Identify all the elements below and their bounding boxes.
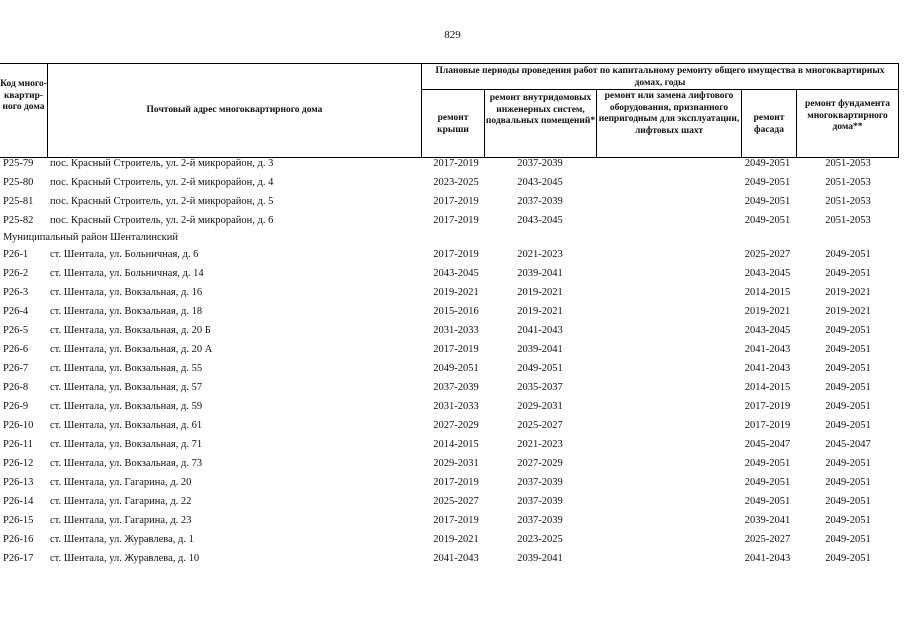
cell-code: Р25-79: [3, 158, 34, 169]
cell-address: ст. Шентала, ул. Гагарина, д. 23: [50, 515, 192, 526]
header-systems: ремонт внутридомовых инженерных систем, подвальных помещений*: [485, 93, 596, 126]
cell-systems: 2019-2021: [517, 306, 563, 317]
table-row: [0, 173, 905, 192]
cell-facade: 2049-2051: [744, 496, 791, 507]
cell-address: ст. Шентала, ул. Больничная, д. 6: [50, 249, 199, 260]
cell-address: ст. Шентала, ул. Вокзальная, д. 55: [50, 363, 203, 374]
cell-facade: 2049-2051: [744, 215, 791, 226]
cell-facade: 2041-2043: [744, 553, 791, 564]
cell-address: ст. Шентала, ул. Вокзальная, д. 20 Б: [50, 325, 211, 336]
cell-code: Р26-16: [3, 534, 34, 545]
cell-facade: 2049-2051: [744, 177, 791, 188]
table-row: [0, 473, 905, 492]
cell-code: Р26-15: [3, 515, 34, 526]
cell-address: ст. Шентала, ул. Журавлева, д. 1: [50, 534, 194, 545]
cell-address: ст. Шентала, ул. Вокзальная, д. 16: [50, 287, 203, 298]
table-row: [0, 245, 905, 264]
table-row: [0, 359, 905, 378]
cell-facade: 2017-2019: [744, 420, 791, 431]
cell-code: Р26-17: [3, 553, 34, 564]
cell-facade: 2019-2021: [744, 306, 791, 317]
cell-roof: 2025-2027: [433, 496, 479, 507]
header-address: Почтовый адрес многоквартирного дома: [146, 105, 323, 115]
cell-code: Р26-8: [3, 382, 29, 393]
cell-code: Р26-13: [3, 477, 34, 488]
cell-code: Р26-4: [3, 306, 29, 317]
cell-code: Р25-82: [3, 215, 34, 226]
cell-address: пос. Красный Строитель, ул. 2-й микрорайон, д. 4: [50, 177, 274, 188]
table-row: [0, 416, 905, 435]
header-roof: ремонт крыши: [437, 113, 469, 135]
header-foundation: ремонт фундамента многоквартирного дома**: [805, 99, 890, 132]
table-row: [0, 549, 905, 568]
cell-systems: 2035-2037: [517, 382, 563, 393]
cell-address: ст. Шентала, ул. Вокзальная, д. 71: [50, 439, 203, 450]
cell-code: Р26-12: [3, 458, 34, 469]
cell-facade: 2049-2051: [744, 196, 791, 207]
header-lift: ремонт или замена лифтового оборудования, признанного непригодным для эксплуатации, лифтовых шахт: [598, 91, 740, 136]
cell-roof: 2017-2019: [433, 196, 479, 207]
cell-facade: 2041-2043: [744, 363, 791, 374]
header-top-border: [0, 63, 899, 64]
header-periods: Плановые периоды проведения работ по капитальному ремонту общего имущества в многоквартирных домах, годы: [435, 66, 885, 88]
cell-systems: 2029-2031: [517, 401, 563, 412]
table-row: [0, 454, 905, 473]
cell-code: Р26-1: [3, 249, 29, 260]
cell-foundation: 2051-2053: [825, 215, 871, 226]
header-code: Код много-квартир-ного дома: [0, 79, 47, 112]
cell-foundation: 2049-2051: [825, 249, 871, 260]
cell-foundation: 2049-2051: [825, 363, 871, 374]
cell-foundation: 2049-2051: [825, 496, 871, 507]
cell-foundation: 2045-2047: [825, 439, 871, 450]
cell-facade: 2045-2047: [744, 439, 791, 450]
cell-systems: 2021-2023: [517, 249, 563, 260]
cell-address: пос. Красный Строитель, ул. 2-й микрорайон, д. 6: [50, 215, 274, 226]
cell-address: ст. Шентала, ул. Вокзальная, д. 20 А: [50, 344, 213, 355]
cell-address: ст. Шентала, ул. Вокзальная, д. 73: [50, 458, 203, 469]
cell-roof: 2019-2021: [433, 534, 479, 545]
cell-foundation: 2049-2051: [825, 420, 871, 431]
cell-code: Р26-9: [3, 401, 29, 412]
cell-roof: 2023-2025: [433, 177, 479, 188]
cell-address: ст. Шентала, ул. Больничная, д. 14: [50, 268, 204, 279]
section-title: Муниципальный район Шенталинский: [3, 232, 178, 243]
cell-systems: 2027-2029: [517, 458, 563, 469]
cell-code: Р26-5: [3, 325, 29, 336]
cell-roof: 2037-2039: [433, 382, 479, 393]
cell-roof: 2017-2019: [433, 215, 479, 226]
header-facade: ремонт фасада: [753, 113, 785, 135]
cell-foundation: 2049-2051: [825, 401, 871, 412]
cell-foundation: 2049-2051: [825, 458, 871, 469]
cell-foundation: 2049-2051: [825, 268, 871, 279]
cell-foundation: 2049-2051: [825, 553, 871, 564]
cell-address: ст. Шентала, ул. Гагарина, д. 20: [50, 477, 192, 488]
table-row: [0, 264, 905, 283]
table-row: [0, 283, 905, 302]
cell-systems: 2037-2039: [517, 515, 563, 526]
cell-roof: 2015-2016: [433, 306, 479, 317]
cell-facade: 2043-2045: [744, 325, 791, 336]
cell-facade: 2014-2015: [744, 382, 791, 393]
cell-facade: 2014-2015: [744, 287, 791, 298]
cell-roof: 2029-2031: [433, 458, 479, 469]
cell-roof: 2017-2019: [433, 477, 479, 488]
page-number: 829: [444, 29, 461, 41]
cell-foundation: 2019-2021: [825, 287, 871, 298]
cell-roof: 2049-2051: [433, 363, 479, 374]
cell-facade: 2017-2019: [744, 401, 791, 412]
cell-facade: 2049-2051: [744, 158, 791, 169]
cell-facade: 2039-2041: [744, 515, 791, 526]
table-row: [0, 302, 905, 321]
table-row: [0, 340, 905, 359]
cell-foundation: 2051-2053: [825, 177, 871, 188]
cell-roof: 2027-2029: [433, 420, 479, 431]
cell-address: ст. Шентала, ул. Вокзальная, д. 61: [50, 420, 203, 431]
cell-systems: 2037-2039: [517, 496, 563, 507]
table-row: [0, 492, 905, 511]
cell-code: Р26-14: [3, 496, 34, 507]
cell-facade: 2025-2027: [744, 249, 791, 260]
col-divider: [898, 63, 899, 158]
cell-foundation: 2049-2051: [825, 325, 871, 336]
cell-systems: 2037-2039: [517, 158, 563, 169]
cell-address: пос. Красный Строитель, ул. 2-й микрорайон, д. 3: [50, 158, 274, 169]
cell-facade: 2049-2051: [744, 477, 791, 488]
table-row: [0, 321, 905, 340]
cell-foundation: 2051-2053: [825, 158, 871, 169]
cell-address: ст. Шентала, ул. Вокзальная, д. 57: [50, 382, 203, 393]
cell-systems: 2043-2045: [517, 177, 563, 188]
cell-facade: 2043-2045: [744, 268, 791, 279]
cell-code: Р26-11: [3, 439, 33, 450]
cell-roof: 2017-2019: [433, 344, 479, 355]
cell-address: ст. Шентала, ул. Вокзальная, д. 59: [50, 401, 203, 412]
cell-code: Р26-6: [3, 344, 29, 355]
periods-divider: [421, 89, 899, 90]
cell-address: ст. Шентала, ул. Гагарина, д. 22: [50, 496, 192, 507]
cell-foundation: 2049-2051: [825, 344, 871, 355]
cell-roof: 2041-2043: [433, 553, 479, 564]
cell-systems: 2039-2041: [517, 553, 563, 564]
table-row: [0, 192, 905, 211]
cell-address: ст. Шентала, ул. Вокзальная, д. 18: [50, 306, 203, 317]
cell-systems: 2019-2021: [517, 287, 563, 298]
cell-facade: 2025-2027: [744, 534, 791, 545]
cell-systems: 2039-2041: [517, 344, 563, 355]
cell-roof: 2019-2021: [433, 287, 479, 298]
table-row: [0, 154, 905, 173]
cell-roof: 2017-2019: [433, 249, 479, 260]
cell-address: пос. Красный Строитель, ул. 2-й микрорайон, д. 5: [50, 196, 274, 207]
cell-systems: 2043-2045: [517, 215, 563, 226]
cell-code: Р25-81: [3, 196, 34, 207]
cell-roof: 2031-2033: [433, 325, 479, 336]
cell-roof: 2031-2033: [433, 401, 479, 412]
table-header: [0, 63, 905, 158]
cell-facade: 2049-2051: [744, 458, 791, 469]
cell-systems: 2039-2041: [517, 268, 563, 279]
cell-systems: 2025-2027: [517, 420, 563, 431]
cell-code: Р26-10: [3, 420, 34, 431]
table-row: [0, 397, 905, 416]
cell-foundation: 2019-2021: [825, 306, 871, 317]
table-row: [0, 511, 905, 530]
cell-foundation: 2049-2051: [825, 477, 871, 488]
col-divider: [421, 63, 422, 158]
cell-roof: 2017-2019: [433, 515, 479, 526]
cell-address: ст. Шентала, ул. Журавлева, д. 10: [50, 553, 200, 564]
table-row: [0, 435, 905, 454]
cell-systems: 2023-2025: [517, 534, 563, 545]
table-row: [0, 530, 905, 549]
cell-foundation: 2049-2051: [825, 382, 871, 393]
cell-code: Р26-7: [3, 363, 29, 374]
cell-systems: 2041-2043: [517, 325, 563, 336]
table-row: [0, 378, 905, 397]
cell-facade: 2041-2043: [744, 344, 791, 355]
cell-foundation: 2049-2051: [825, 534, 871, 545]
cell-systems: 2037-2039: [517, 196, 563, 207]
cell-systems: 2049-2051: [517, 363, 563, 374]
cell-foundation: 2051-2053: [825, 196, 871, 207]
cell-code: Р26-2: [3, 268, 29, 279]
cell-roof: 2043-2045: [433, 268, 479, 279]
cell-roof: 2014-2015: [433, 439, 479, 450]
cell-systems: 2037-2039: [517, 477, 563, 488]
cell-roof: 2017-2019: [433, 158, 479, 169]
cell-code: Р26-3: [3, 287, 29, 298]
cell-foundation: 2049-2051: [825, 515, 871, 526]
cell-code: Р25-80: [3, 177, 34, 188]
cell-systems: 2021-2023: [517, 439, 563, 450]
